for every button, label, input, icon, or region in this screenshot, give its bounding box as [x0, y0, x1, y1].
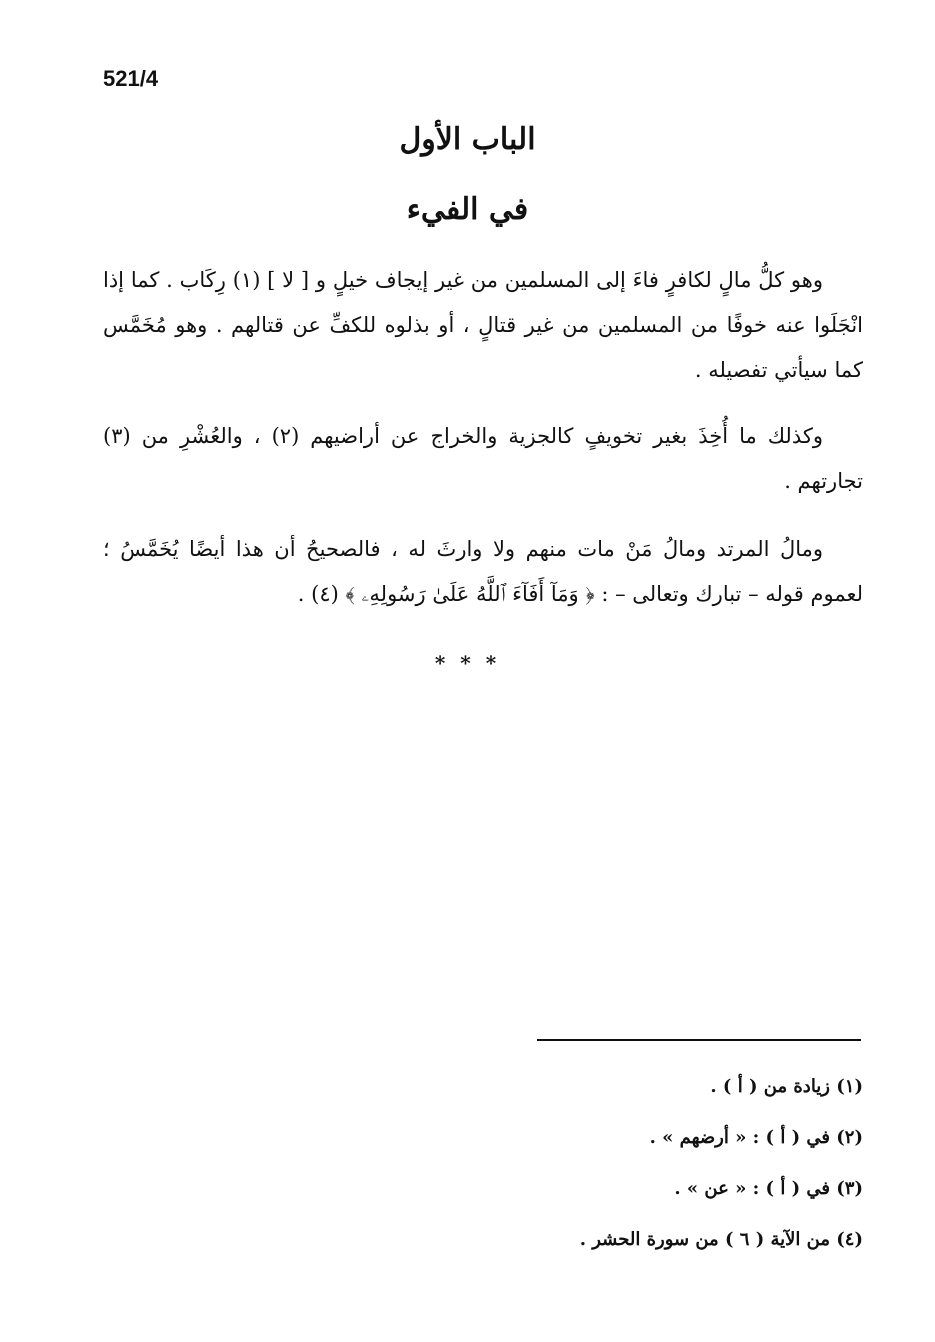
section-separator: * * * [434, 651, 501, 675]
paragraph-apostate: ومالُ المرتد ومالُ مَنْ مات منهم ولا وارثَ له ، فالصحيحُ أن هذا أيضًا يُخَمَّسُ ؛ لعموم قوله – تبارك وتعالى – : ﴿ وَمَآ أَفَآءَ ٱللَّهُ عَلَىٰ رَسُولِهِۦ ﴾ (٤) . [103, 537, 863, 606]
section-title: في الفيء [406, 192, 529, 227]
footnote-divider [537, 1039, 861, 1041]
paragraph-jizya: وكذلك ما أُخِذَ بغير تخويفٍ كالجزية والخراج عن أراضيهم (٢) ، والعُشْرِ من (٣) تجارتهم . [103, 424, 863, 493]
footnotes-list [103, 1070, 863, 1274]
footnote-2: (٢) في ( أ ) : « أرضهم » . [649, 1127, 863, 1148]
footnote-3: (٣) في ( أ ) : « عن » . [674, 1178, 863, 1199]
footnote-4: (٤) من الآية ( ٦ ) من سورة الحشر . [579, 1229, 863, 1250]
chapter-title: الباب الأول [399, 122, 536, 157]
paragraph-definition: وهو كلُّ مالٍ لكافرٍ فاءَ إلى المسلمين من غير إيجاف خيلٍ و [ لا ] (١) رِكَاب . كما إذا انْجَلَوا عنه خوفًا من المسلمين من غير قتالٍ ، أو بذلوه للكفِّ عن قتالهم . وهو مُخَمَّس كما سيأتي تفصيله . [103, 268, 863, 382]
footnote-1: (١) زيادة من ( أ ) . [710, 1076, 863, 1097]
page-number: 521/4 [103, 66, 159, 91]
